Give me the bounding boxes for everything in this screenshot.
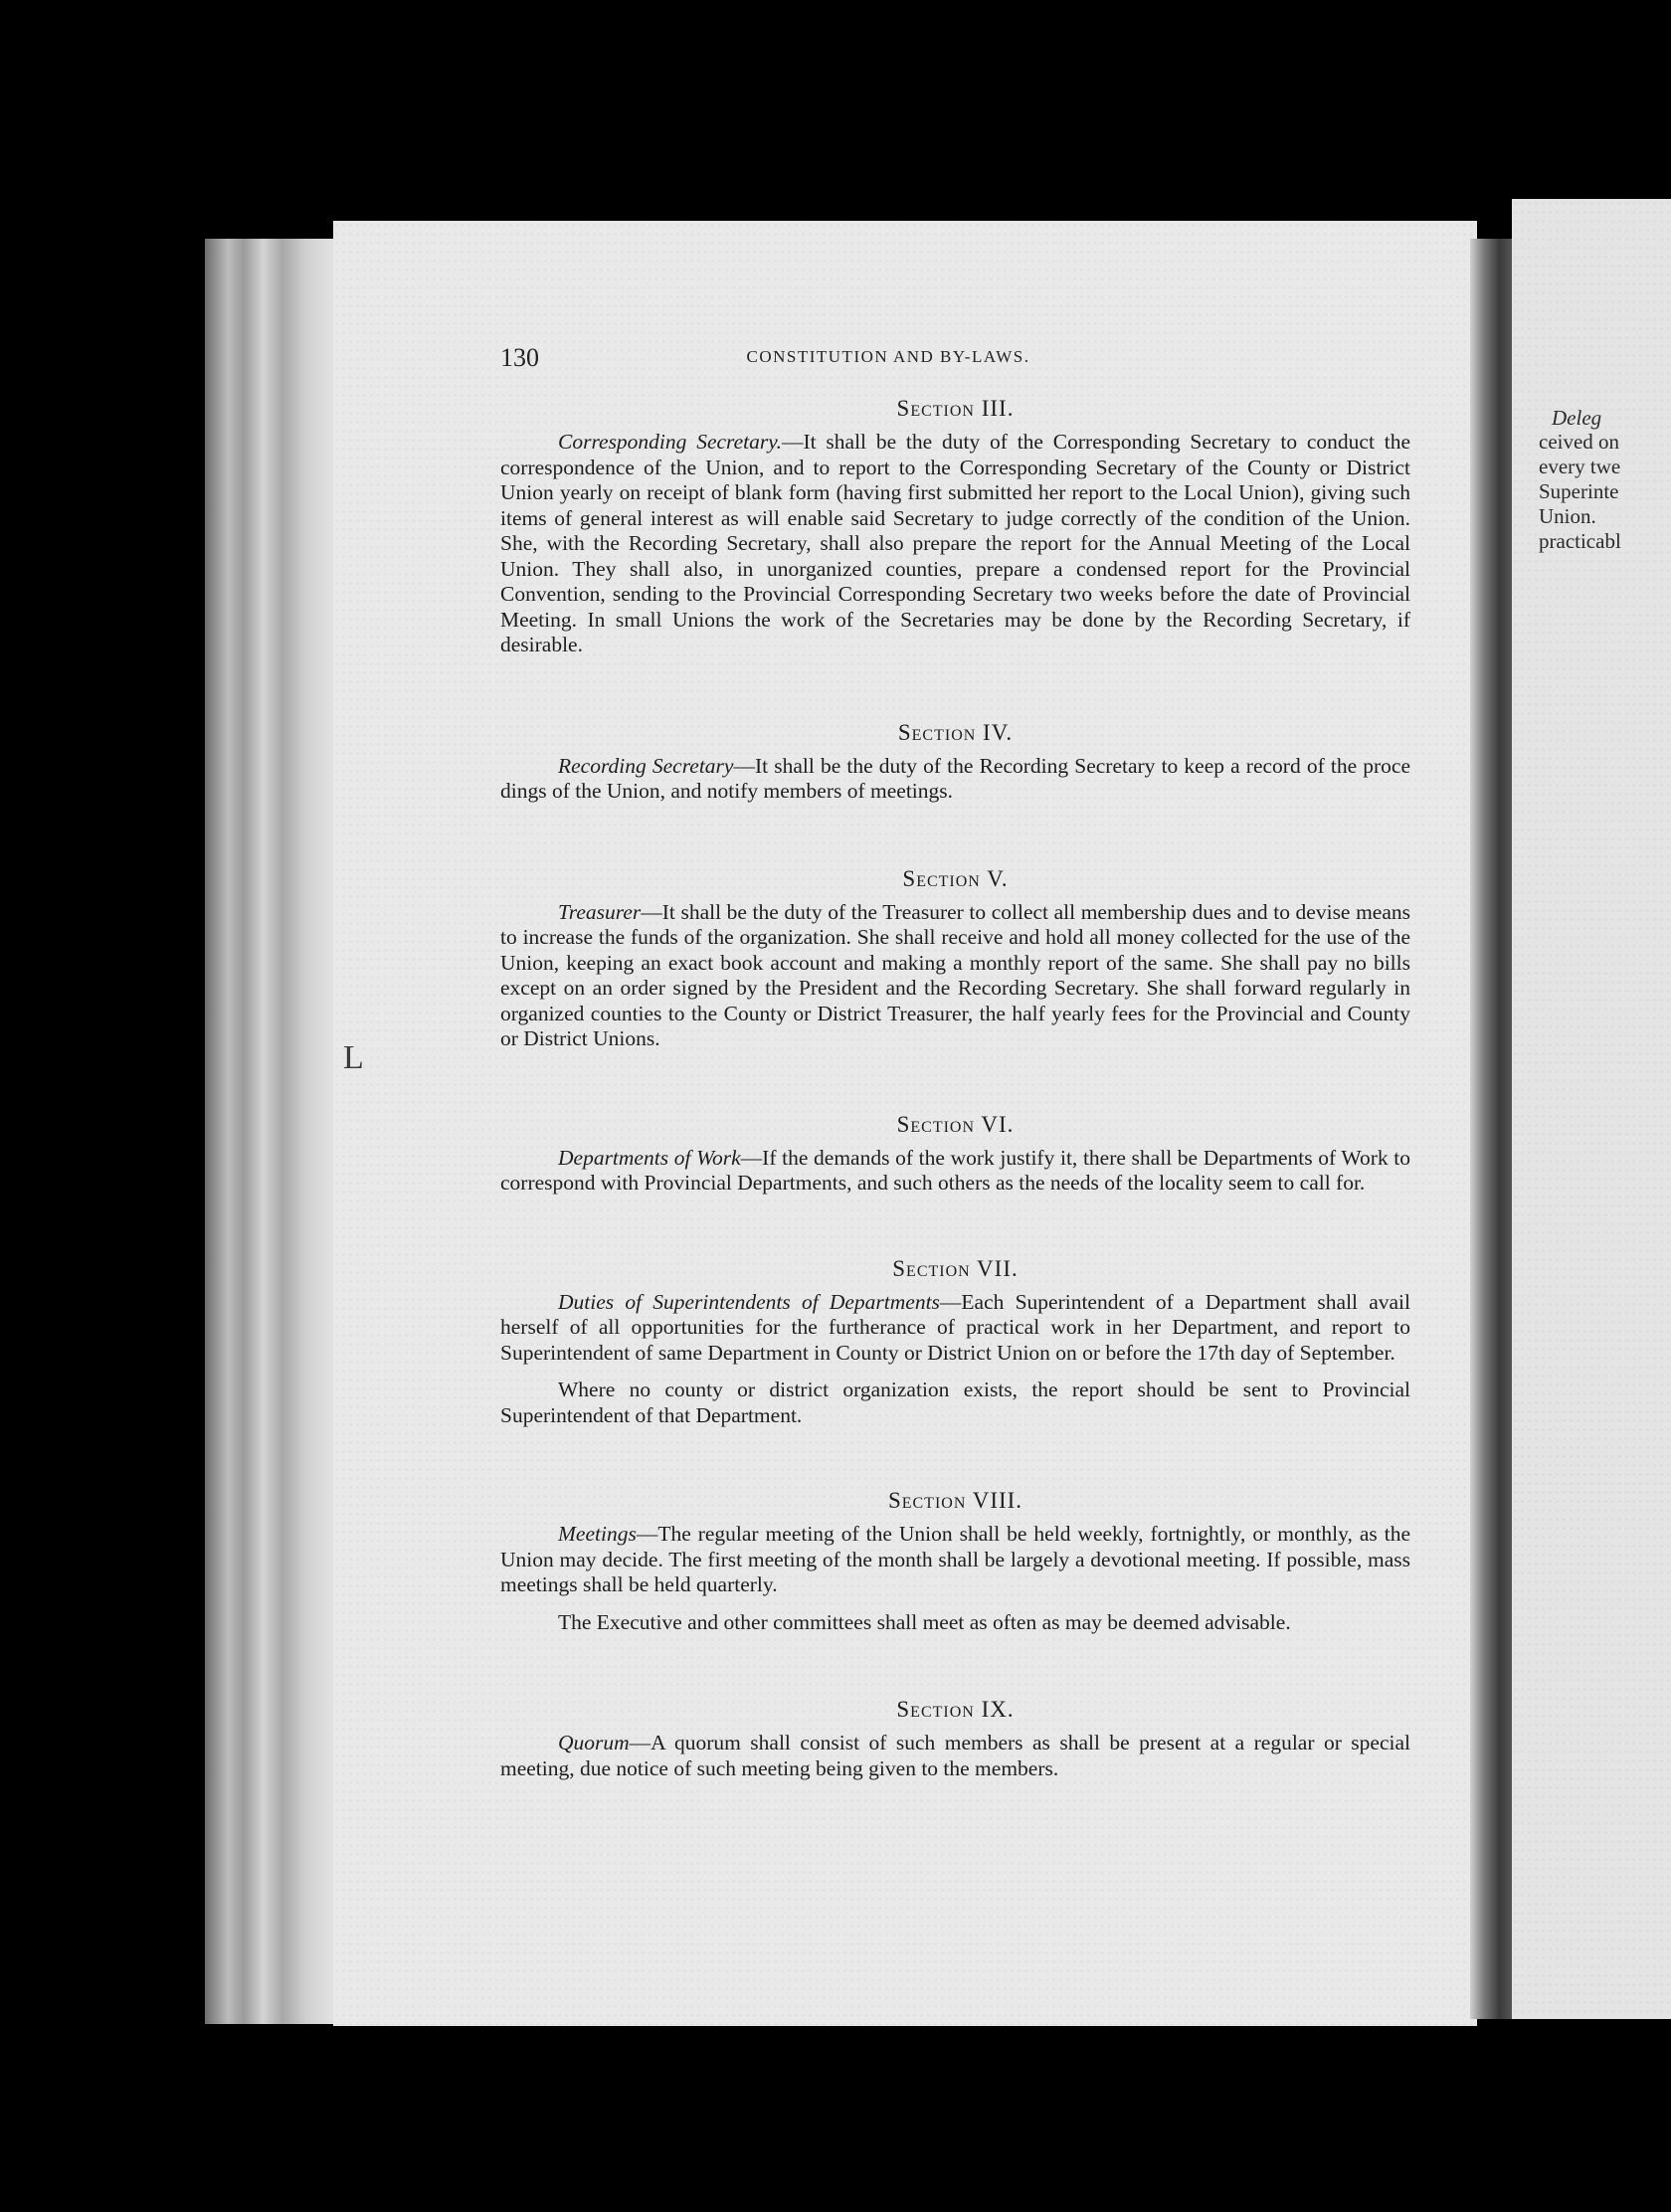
paragraph-lead: Treasurer bbox=[558, 899, 642, 924]
paragraph-text: —Each Superintendent of a Department shall avail herself of all opportunities for the furtherance of practical work in her Department, and report to Superintendent of same Department in County or District Union on or before the 17th day of September. bbox=[500, 1289, 1410, 1365]
paragraph-text: —The regular meeting of the Union shall be held weekly, fortnightly, or monthly, as the Union may decide. The first meeting of the month shall be largely a devotional meeting. If possible, mass meetings shall be held quarterly. bbox=[500, 1522, 1410, 1596]
margin-pencil-mark: L bbox=[343, 1039, 364, 1076]
paragraph-lead: Meetings bbox=[558, 1522, 637, 1546]
paragraph-text: Where no county or district organization exists, the report should be sent to Provincial Superintendent of that Department. bbox=[500, 1378, 1410, 1427]
section-paragraph bbox=[500, 900, 1410, 1052]
paragraph-text: —If the demands of the work justify it, there shall be Departments of Work to correspond with Provincial Departments, and such others as the needs of the locality seem to call for. bbox=[500, 1145, 1410, 1195]
paragraph-text: The Executive and other committees shall meet as often as may be deemed advisable. bbox=[558, 1609, 1291, 1634]
section-8 bbox=[500, 1488, 1410, 1635]
book-page-edges bbox=[205, 239, 334, 2024]
facing-page-fragment: Union. bbox=[1539, 504, 1596, 528]
paragraph-text: —It shall be the duty of the Recording Secretary to keep a record of the proce dings of the Union, and notify members of meetings. bbox=[500, 753, 1411, 803]
section-6 bbox=[500, 1112, 1410, 1197]
section-paragraph bbox=[500, 1290, 1410, 1367]
section-paragraph bbox=[500, 430, 1410, 658]
section-paragraph bbox=[500, 1146, 1410, 1197]
paragraph-lead: Departments of Work bbox=[558, 1145, 741, 1170]
facing-page-fragment: Deleg bbox=[1552, 406, 1602, 430]
page-number: 130 bbox=[500, 343, 539, 372]
paragraph-text: —It shall be the duty of the Corresponding Secretary to conduct the correspondence of the Union, and to report to the Corresponding Secretary of the County or District Union yearly on receipt of blank form (having first submitted her report to the Local Union), giving such items of general interest as will enable said Secretary to judge correctly of the condition of the Union. She, with the Recording Secretary, shall also prepare the report for the Annual Meeting of the Local Union. They shall also, in unorganized counties, prepare a condensed report for the Provincial Convention, sending to the Provincial Corresponding Secretary two weeks before the date of Provincial Meeting. In small Unions the work of the Secretaries may be done by the Recording Secretary, if desirable. bbox=[500, 430, 1410, 656]
paragraph-text: —It shall be the duty of the Treasurer to collect all membership dues and to devise means to increase the funds of the organization. She shall receive and hold all money collected for the use of the Union, keeping an exact book account and making a monthly report of the same. She shall pay no bills except on an order signed by the President and the Recording Secretary. She shall forward regularly in organized counties to the County or District Treasurer, the half yearly fees for the Provincial and County or District Unions. bbox=[500, 899, 1410, 1050]
facing-page-fragment: ceived on bbox=[1539, 430, 1620, 454]
paragraph-lead: Corresponding Secretary. bbox=[558, 430, 782, 454]
section-heading: Section VII. bbox=[892, 1255, 1019, 1281]
section-heading: Section V. bbox=[902, 865, 1009, 891]
section-heading: Section III. bbox=[896, 396, 1015, 421]
section-heading: Section VI. bbox=[896, 1111, 1015, 1137]
paragraph-lead: Recording Secretary bbox=[558, 753, 734, 778]
section-heading: Section IV. bbox=[897, 719, 1014, 745]
facing-page-fragment: Superinte bbox=[1539, 479, 1619, 503]
section-3 bbox=[500, 396, 1410, 658]
facing-page-fragment: practicabl bbox=[1539, 529, 1621, 553]
section-4 bbox=[500, 720, 1410, 805]
facing-page-fragment: every twe bbox=[1539, 455, 1621, 478]
facing-page-edge bbox=[1512, 199, 1671, 2019]
page-header bbox=[500, 343, 1415, 379]
running-head: CONSTITUTION AND BY-LAWS. bbox=[746, 347, 1030, 366]
section-5 bbox=[500, 866, 1410, 1052]
section-7 bbox=[500, 1256, 1410, 1429]
section-9 bbox=[500, 1697, 1410, 1781]
section-paragraph bbox=[500, 1731, 1410, 1781]
section-paragraph bbox=[500, 1610, 1410, 1636]
section-heading: Section VIII. bbox=[887, 1488, 1023, 1513]
book-gutter bbox=[1470, 239, 1512, 2019]
paragraph-lead: Duties of Superintendents of Departments bbox=[558, 1289, 940, 1314]
section-heading: Section IX. bbox=[896, 1697, 1015, 1722]
page-body bbox=[500, 396, 1410, 1781]
paragraph-lead: Quorum bbox=[558, 1731, 630, 1754]
section-paragraph bbox=[500, 1378, 1410, 1428]
section-paragraph bbox=[500, 754, 1410, 805]
paragraph-text: —A quorum shall consist of such members as shall be present at a regular or special meeting, due notice of such meeting being given to the members. bbox=[500, 1731, 1410, 1780]
section-paragraph bbox=[500, 1522, 1410, 1598]
